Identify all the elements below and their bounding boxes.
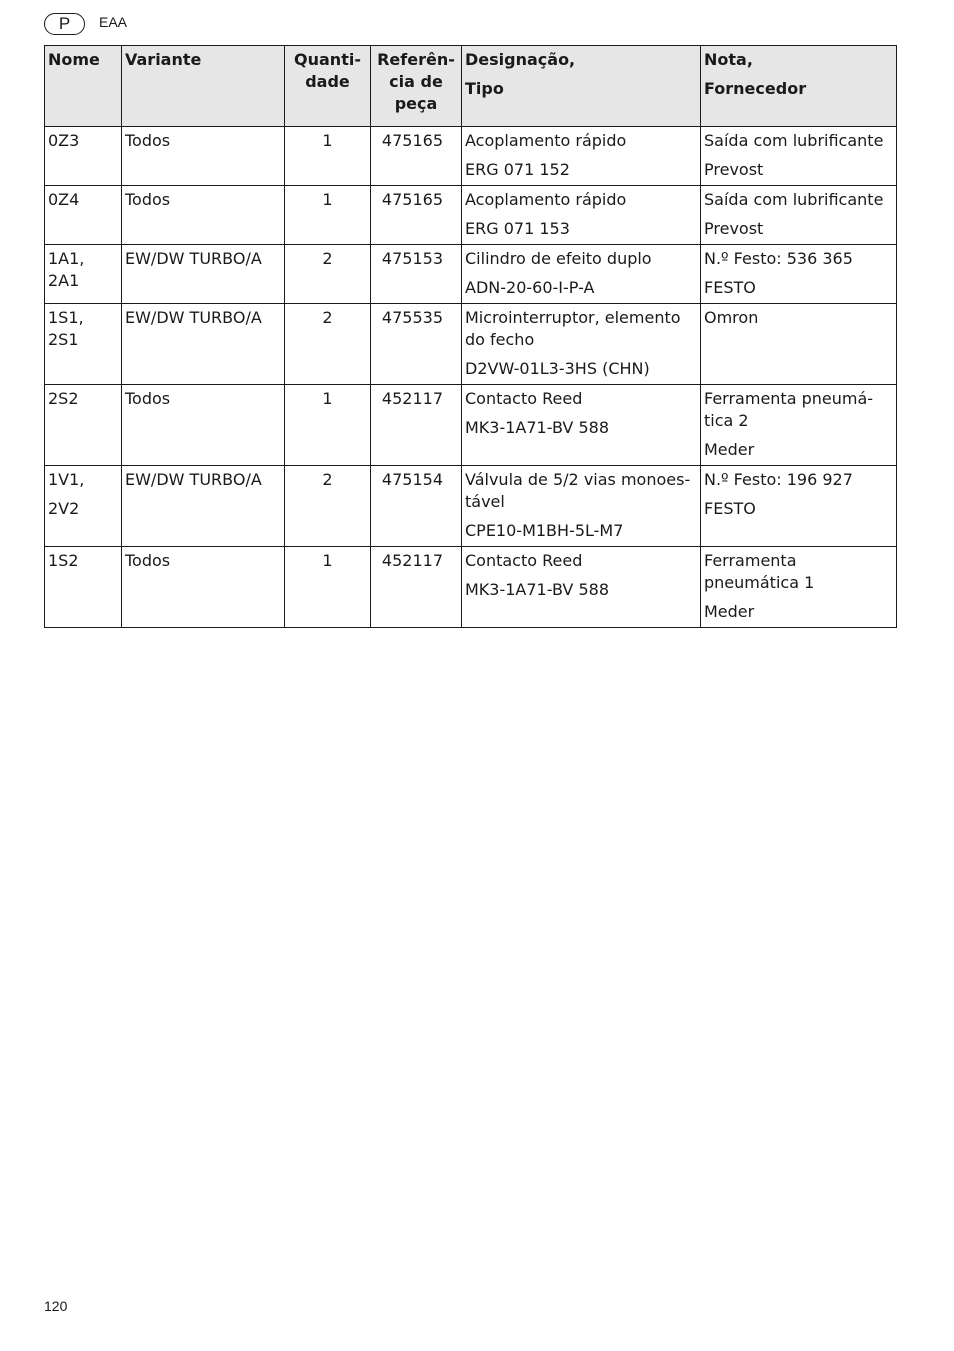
col-header-nome: Nome bbox=[45, 46, 122, 127]
cell-quantidade: 1 bbox=[285, 547, 371, 628]
cell-quantidade: 1 bbox=[285, 385, 371, 466]
cell-nota bbox=[701, 385, 897, 466]
cell-quantidade: 2 bbox=[285, 466, 371, 547]
page-number: 120 bbox=[44, 1298, 68, 1314]
cell-variante: EW/DW TURBO/A bbox=[122, 245, 285, 304]
fornecedor-text: Meder bbox=[704, 440, 755, 459]
cell-nota bbox=[701, 245, 897, 304]
col-header-nota-line1: Nota, bbox=[704, 50, 753, 69]
table-header-row bbox=[45, 46, 897, 127]
nome-text: 1V1, bbox=[48, 470, 85, 489]
tipo-text: ERG 071 153 bbox=[465, 219, 570, 238]
col-header-referencia: Referên- cia de peça bbox=[371, 46, 462, 127]
language-badge: P bbox=[44, 13, 85, 35]
page-header bbox=[44, 12, 127, 36]
cell-referencia: 475154 bbox=[371, 466, 462, 547]
cell-variante: Todos bbox=[122, 547, 285, 628]
col-header-designacao-line2: Tipo bbox=[465, 79, 504, 98]
cell-referencia: 475153 bbox=[371, 245, 462, 304]
cell-designacao bbox=[462, 186, 701, 245]
fornecedor-text: Prevost bbox=[704, 160, 764, 179]
col-header-variante: Variante bbox=[122, 46, 285, 127]
designacao-text: Contacto Reed bbox=[465, 389, 583, 408]
cell-quantidade: 1 bbox=[285, 186, 371, 245]
nota-text: Saída com lubrificante bbox=[704, 131, 884, 150]
cell-referencia: 452117 bbox=[371, 385, 462, 466]
tipo-text: ADN-20-60-I-P-A bbox=[465, 278, 595, 297]
cell-nota bbox=[701, 547, 897, 628]
designacao-text: Acoplamento rápido bbox=[465, 190, 627, 209]
fornecedor-text: Meder bbox=[704, 602, 755, 621]
cell-nome: 0Z4 bbox=[45, 186, 122, 245]
col-header-nota-line2: Fornecedor bbox=[704, 79, 807, 98]
cell-designacao bbox=[462, 385, 701, 466]
fornecedor-text: FESTO bbox=[704, 499, 756, 518]
col-header-designacao bbox=[462, 46, 701, 127]
tipo-text: ERG 071 152 bbox=[465, 160, 570, 179]
table-row bbox=[45, 245, 897, 304]
cell-quantidade: 2 bbox=[285, 304, 371, 385]
cell-designacao bbox=[462, 547, 701, 628]
cell-variante: Todos bbox=[122, 186, 285, 245]
tipo-text: CPE10-M1BH-5L-M7 bbox=[465, 521, 624, 540]
tipo-text: D2VW-01L3-3HS (CHN) bbox=[465, 359, 650, 378]
cell-referencia: 475165 bbox=[371, 127, 462, 186]
nota-text: N.º Festo: 536 365 bbox=[704, 249, 853, 268]
designacao-text: Contacto Reed bbox=[465, 551, 583, 570]
document-code: EAA bbox=[99, 14, 128, 30]
tipo-text: MK3-1A71-BV 588 bbox=[465, 418, 609, 437]
cell-designacao bbox=[462, 127, 701, 186]
nota-text: Ferramenta pneumá- tica 2 bbox=[704, 389, 874, 430]
cell-nota bbox=[701, 127, 897, 186]
fornecedor-text: Prevost bbox=[704, 219, 764, 238]
cell-variante: EW/DW TURBO/A bbox=[122, 304, 285, 385]
cell-nota bbox=[701, 186, 897, 245]
cell-designacao bbox=[462, 304, 701, 385]
col-header-designacao-line1: Designação, bbox=[465, 50, 576, 69]
designacao-text: Microinterruptor, elemento do fecho bbox=[465, 308, 681, 349]
cell-referencia: 452117 bbox=[371, 547, 462, 628]
fornecedor-text: FESTO bbox=[704, 278, 756, 297]
cell-designacao bbox=[462, 466, 701, 547]
table-row bbox=[45, 466, 897, 547]
cell-nome: 1A1, 2A1 bbox=[45, 245, 122, 304]
parts-table bbox=[44, 45, 897, 628]
cell-designacao bbox=[462, 245, 701, 304]
cell-nome: 0Z3 bbox=[45, 127, 122, 186]
table-row bbox=[45, 385, 897, 466]
cell-quantidade: 1 bbox=[285, 127, 371, 186]
col-header-quantidade: Quanti- dade bbox=[285, 46, 371, 127]
cell-nome bbox=[45, 466, 122, 547]
designacao-text: Válvula de 5/2 vias monoes- tável bbox=[465, 470, 691, 511]
cell-referencia: 475165 bbox=[371, 186, 462, 245]
table-row bbox=[45, 186, 897, 245]
nota-text: Saída com lubrificante bbox=[704, 190, 884, 209]
cell-variante: Todos bbox=[122, 127, 285, 186]
nome-text-2: 2V2 bbox=[48, 499, 80, 518]
designacao-text: Acoplamento rápido bbox=[465, 131, 627, 150]
cell-variante: EW/DW TURBO/A bbox=[122, 466, 285, 547]
nota-text: Omron bbox=[704, 308, 759, 327]
cell-nota bbox=[701, 304, 897, 385]
nota-text: Ferramenta pneumática 1 bbox=[704, 551, 815, 592]
cell-nota bbox=[701, 466, 897, 547]
cell-nome: 2S2 bbox=[45, 385, 122, 466]
table-row bbox=[45, 547, 897, 628]
col-header-nota bbox=[701, 46, 897, 127]
tipo-text: MK3-1A71-BV 588 bbox=[465, 580, 609, 599]
nota-text: N.º Festo: 196 927 bbox=[704, 470, 853, 489]
cell-nome: 1S2 bbox=[45, 547, 122, 628]
cell-variante: Todos bbox=[122, 385, 285, 466]
table-row bbox=[45, 304, 897, 385]
cell-quantidade: 2 bbox=[285, 245, 371, 304]
designacao-text: Cilindro de efeito duplo bbox=[465, 249, 652, 268]
table-row bbox=[45, 127, 897, 186]
cell-nome: 1S1, 2S1 bbox=[45, 304, 122, 385]
cell-referencia: 475535 bbox=[371, 304, 462, 385]
